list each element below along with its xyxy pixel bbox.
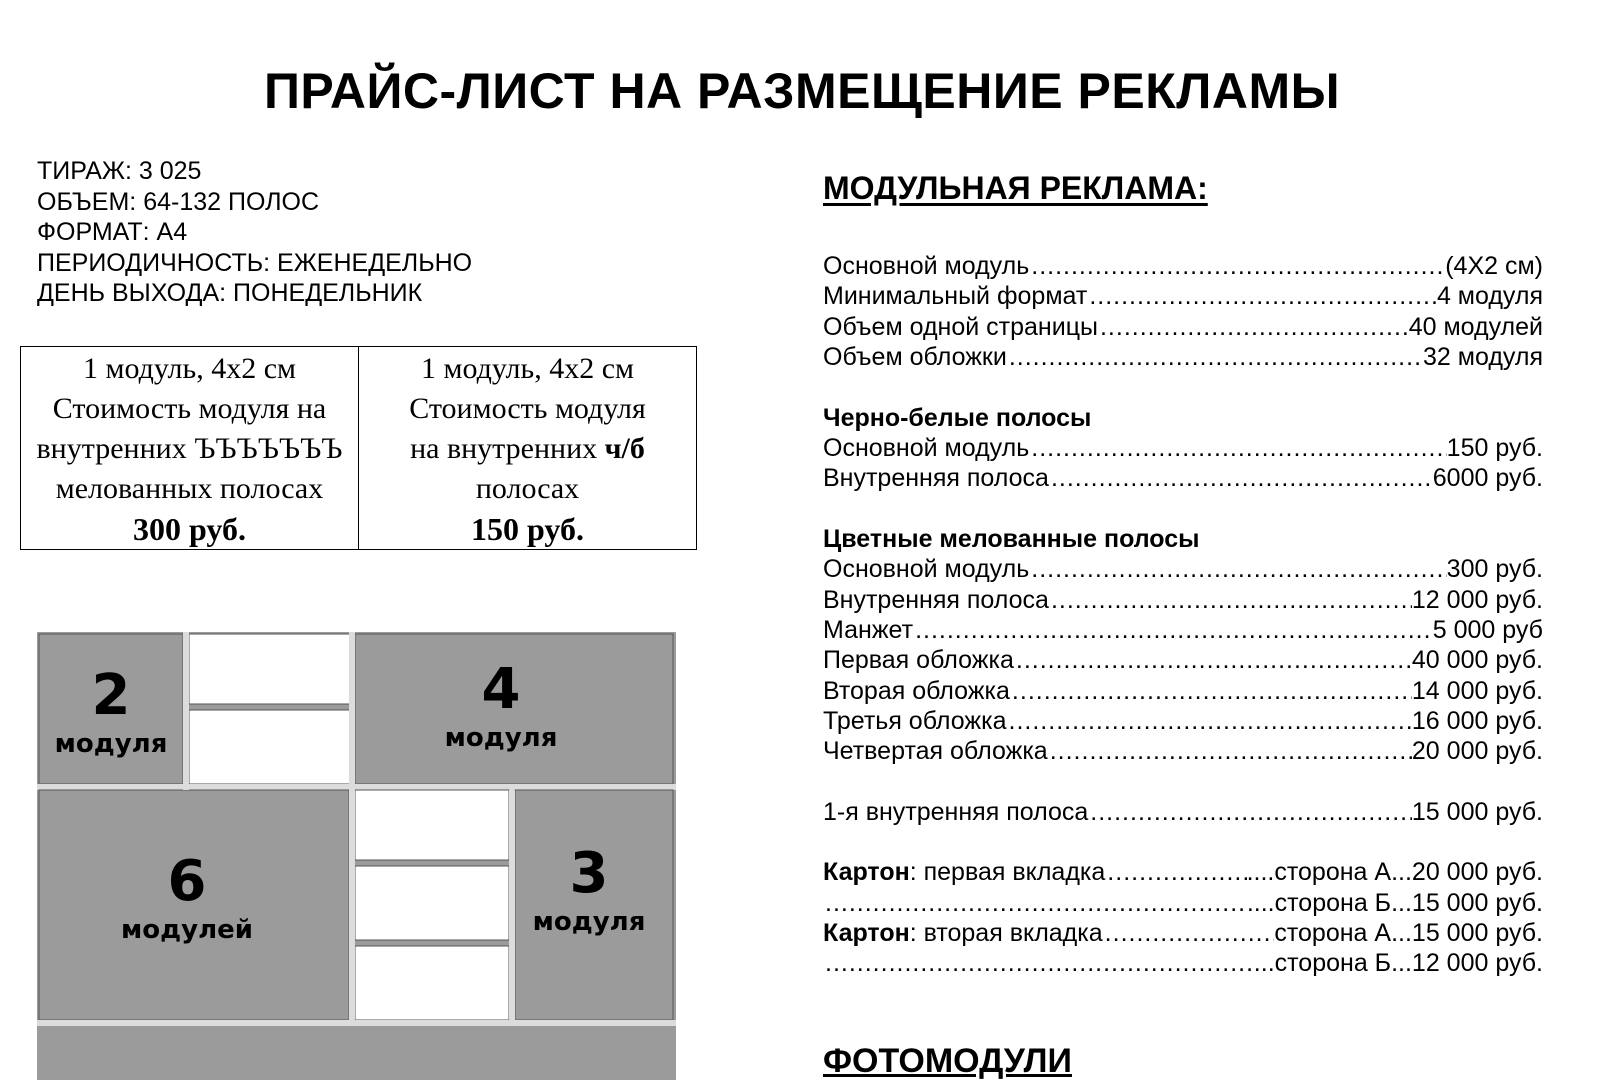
dot-leader: [1105, 857, 1246, 887]
module-price: 150 руб.: [471, 511, 584, 547]
dot-leader: [1010, 676, 1412, 706]
row-side: ....сторона А: [1246, 858, 1392, 887]
modular-advertising-section: [823, 170, 1543, 979]
row-label: Внутренняя полоса: [823, 464, 1049, 493]
price-row: [823, 251, 1543, 281]
block-3-number: 3: [569, 841, 609, 906]
color-module-price-cell: [21, 347, 358, 549]
row-value: (4Х2 см): [1445, 252, 1543, 280]
block-6-number: 6: [167, 849, 207, 914]
row-label-bold: Картон: [823, 919, 910, 948]
row-label-bold: Картон: [823, 858, 910, 887]
dot-leader: [1007, 706, 1412, 736]
row-label: Первая обложка: [823, 646, 1014, 675]
module-cost-text-bold: ч/б: [604, 432, 645, 465]
empty-module-cell: [355, 946, 509, 1020]
page-title: ПРАЙС-ЛИСТ НА РАЗМЕЩЕНИЕ РЕКЛАМЫ: [263, 63, 1341, 119]
group-title: Черно-белые полосы: [823, 403, 1092, 432]
empty-module-cell: [355, 790, 509, 860]
row-label: Минимальный формат: [823, 282, 1088, 311]
row-label: Третья обложка: [823, 707, 1007, 736]
module-cost-text: на внутренних: [410, 432, 605, 465]
dot-leader: [823, 888, 1247, 918]
dot-leader: [1087, 281, 1437, 311]
price-row: [823, 585, 1543, 615]
row-value: ...12 000 руб.: [1391, 949, 1543, 978]
color-pages-group: [823, 524, 1543, 767]
spec-release-day: ДЕНЬ ВЫХОДА: ПОНЕДЕЛЬНИК: [37, 279, 423, 307]
row-label: [823, 918, 1103, 948]
module-layout-diagram: [37, 632, 676, 1080]
base-params: [823, 251, 1543, 373]
next-section-title: ФОТОМОДУЛИ: [823, 1042, 1072, 1080]
price-row: [823, 615, 1543, 645]
diagram-gutter: [509, 790, 515, 1026]
diagram-gutter: [349, 632, 355, 1080]
row-label: Вторая обложка: [823, 676, 1010, 705]
diagram-gutter: [183, 632, 189, 790]
empty-module-cell: [355, 866, 509, 940]
module-cost-text: внутренних ЪЪЪЪЪЪЪ: [36, 432, 343, 465]
price-row: [823, 342, 1543, 372]
price-row: [823, 857, 1543, 887]
dot-leader: [1049, 585, 1412, 615]
dot-leader: [913, 615, 1433, 645]
price-row: [823, 706, 1543, 736]
row-side: сторона А: [1274, 919, 1392, 948]
row-value: 4 модуля: [1436, 282, 1543, 311]
row-label-text: : вторая вкладка: [909, 919, 1103, 948]
dot-leader: [1088, 797, 1412, 827]
block-2-number: 2: [91, 663, 131, 728]
block-4-label: модуля: [444, 723, 558, 753]
row-value: 12 000 руб.: [1411, 585, 1543, 614]
row-label: [823, 857, 1105, 887]
row-value: 32 модуля: [1423, 343, 1543, 372]
block-2-label: модуля: [54, 729, 168, 759]
row-value: 14 000 руб.: [1411, 676, 1543, 705]
price-row: [823, 918, 1543, 948]
module-size-text: 1 модуль, 4х2 см: [82, 352, 297, 385]
row-value: 300 руб.: [1446, 555, 1543, 584]
row-label: Четвертая обложка: [823, 737, 1048, 766]
bw-module-price-cell: [358, 347, 696, 549]
dot-leader: [1049, 463, 1433, 493]
module-cost-text: мелованных полосах: [55, 472, 324, 505]
module-block-bottom: [39, 1026, 674, 1080]
first-inner-group: [823, 797, 1543, 827]
row-label: Основной модуль: [823, 555, 1030, 584]
publication-specs: [37, 156, 472, 309]
empty-module-cell: [189, 710, 351, 784]
row-label: Основной модуль: [823, 252, 1030, 280]
row-side: ....сторона Б: [1246, 888, 1392, 917]
price-row: [823, 645, 1543, 675]
row-value: 5 000 руб: [1432, 615, 1543, 644]
price-row: [823, 797, 1543, 827]
block-4-number: 4: [481, 657, 521, 722]
row-value: 16 000 руб.: [1411, 707, 1543, 736]
diagram-divider: [37, 784, 676, 790]
row-label: 1-я внутренняя полоса: [823, 797, 1089, 826]
row-label: Объем обложки: [823, 343, 1007, 372]
module-cost-text: полосах: [475, 472, 580, 505]
row-value: 40 модулей: [1408, 312, 1543, 341]
module-price-box: [20, 346, 697, 550]
dot-leader: [1103, 918, 1275, 948]
price-row: [823, 281, 1543, 311]
block-6-label: модулей: [121, 915, 253, 945]
row-value: ...15 000 руб.: [1391, 888, 1543, 917]
price-row: [823, 676, 1543, 706]
price-row: [823, 948, 1543, 978]
dot-leader: [1098, 312, 1409, 342]
module-cost-text: Стоимость модуля на: [52, 392, 327, 425]
spec-volume: ОБЪЕМ: 64-132 ПОЛОС: [37, 187, 320, 216]
row-value: 40 000 руб.: [1411, 646, 1543, 675]
bw-pages-group: [823, 403, 1543, 494]
row-value: ...15 000 руб.: [1391, 919, 1543, 948]
price-row: [823, 312, 1543, 342]
group-title: Цветные мелованные полосы: [823, 524, 1200, 553]
price-row: [823, 554, 1543, 584]
dot-leader: [1029, 433, 1446, 463]
dot-leader: [823, 948, 1254, 978]
module-cost-text: Стоимость модуля: [409, 392, 646, 425]
empty-module-cell: [189, 634, 351, 704]
spec-circulation: ТИРАЖ: 3 025: [37, 157, 202, 185]
dot-leader: [1029, 251, 1445, 281]
price-row: [823, 463, 1543, 493]
diagram-divider: [37, 1020, 676, 1026]
dot-leader: [1029, 554, 1446, 584]
module-size-text: 1 модуль, 4х2 см: [420, 352, 635, 385]
block-3-label: модуля: [532, 907, 646, 937]
module-price: 300 руб.: [133, 511, 246, 547]
price-row: [823, 888, 1543, 918]
row-value: 150 руб.: [1446, 433, 1543, 462]
karton-group: [823, 857, 1543, 979]
dot-leader: [1048, 736, 1412, 766]
row-label-text: : первая вкладка: [909, 858, 1106, 887]
section-title: МОДУЛЬНАЯ РЕКЛАМА:: [823, 170, 1208, 206]
dot-leader: [1014, 645, 1412, 675]
dot-leader: [1007, 342, 1423, 372]
row-label: Объем одной страницы: [823, 312, 1098, 341]
row-label: Внутренняя полоса: [823, 585, 1049, 614]
price-row: [823, 736, 1543, 766]
row-value: 15 000 руб.: [1411, 797, 1543, 826]
row-value: ...20 000 руб.: [1391, 858, 1543, 887]
spec-format: ФОРМАТ: А4: [37, 218, 188, 246]
row-label: Основной модуль: [823, 433, 1030, 462]
row-value: 20 000 руб.: [1411, 737, 1543, 766]
row-label: Манжет: [823, 615, 914, 644]
spec-periodicity: ПЕРИОДИЧНОСТЬ: ЕЖЕНЕДЕЛЬНО: [37, 248, 473, 277]
row-value: 6000 руб.: [1432, 464, 1543, 493]
row-side: ...сторона Б: [1253, 949, 1392, 978]
price-row: [823, 433, 1543, 463]
module-cost-text: [359, 429, 696, 469]
